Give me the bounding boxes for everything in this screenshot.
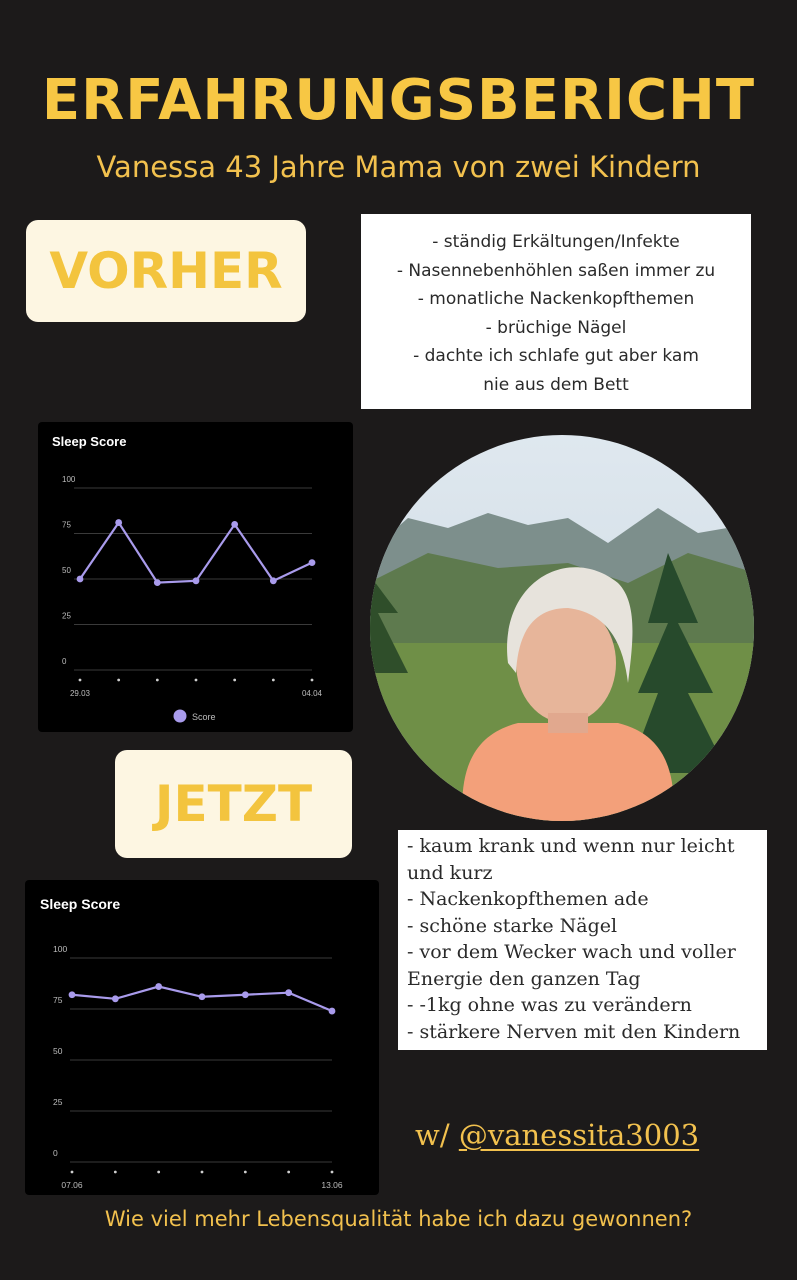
data-point [69,991,76,998]
x-tick-dot [272,679,275,682]
data-point [77,576,84,583]
y-tick-label: 75 [53,995,63,1005]
x-tick-dot [201,1171,204,1174]
data-point [193,577,200,584]
x-tick-label: 07.06 [61,1180,83,1190]
footer-question: Wie viel mehr Lebensqualität habe ich dazu gewonnen? [104,1207,693,1231]
sleep-score-chart-before [38,422,353,732]
y-tick-label: 0 [62,657,67,666]
x-tick-label: 29.03 [69,689,91,698]
after-item: - schöne starke Nägel [407,914,618,937]
y-tick-label: 50 [53,1046,63,1056]
before-item: - brüchige Nägel [485,317,627,338]
after-improvement-list [398,830,767,1050]
x-tick-dot [71,1171,74,1174]
x-tick-dot [287,1171,290,1174]
x-tick-label: 04.04 [301,689,323,698]
y-tick-label: 100 [62,475,76,484]
after-item: - Nackenkopfthemen ade [407,888,649,910]
y-tick-label: 100 [53,944,68,954]
data-point [285,989,292,996]
x-tick-dot [244,1171,247,1174]
instagram-credit [415,1118,699,1152]
series-line [80,523,312,583]
data-point [329,1008,336,1015]
after-item: - stärkere Nerven mit den Kindern [407,1020,741,1043]
legend-marker [174,710,187,723]
data-point [115,519,122,526]
before-symptom-list [361,214,751,409]
data-point [199,993,206,1000]
before-item: - Nasennebenhöhlen saßen immer zu [396,260,716,281]
y-tick-label: 0 [53,1148,58,1158]
before-item: nie aus dem Bett [483,374,629,395]
chart-title: Sleep Score [40,896,121,912]
y-tick-label: 25 [62,611,71,621]
x-tick-dot [311,679,314,682]
x-tick-label: 13.06 [321,1180,343,1190]
x-tick-dot [79,679,82,682]
x-tick-dot [157,1171,160,1174]
portrait-photo-image [368,433,756,823]
x-tick-dot [195,679,198,682]
x-tick-dot [331,1171,334,1174]
handle-prefix: w/ [415,1118,450,1152]
sleep-score-chart-after [25,880,379,1195]
after-label: JETZT [115,750,352,858]
data-point [309,559,316,566]
after-item: Energie den ganzen Tag [407,967,641,990]
portrait-photo [368,433,756,823]
before-label: VORHER [26,220,306,322]
before-item: - dachte ich schlafe gut aber kam [413,346,699,366]
before-item: - monatliche Nackenkopfthemen [417,289,695,309]
x-tick-dot [156,679,159,682]
sleep-score-chart-after-svg [25,880,379,1195]
chart-title: Sleep Score [52,434,127,449]
data-point [112,995,119,1002]
y-tick-label: 25 [53,1097,63,1107]
data-point [154,579,161,586]
instagram-handle-link[interactable]: @vanessita3003 [458,1118,700,1152]
x-tick-dot [233,679,236,682]
y-tick-label: 75 [62,520,71,530]
before-item: - ständig Erkältungen/Infekte [432,232,680,252]
y-tick-label: 50 [62,566,71,575]
page-title: ERFAHRUNGSBERICHT [41,68,756,133]
sleep-score-chart-before-svg [38,422,353,732]
after-item: und kurz [407,861,493,884]
x-tick-dot [114,1171,117,1174]
after-item: - -1kg ohne was zu verändern [407,994,692,1016]
after-item: - vor dem Wecker wach und voller [407,941,736,963]
page-subtitle: Vanessa 43 Jahre Mama von zwei Kindern [96,150,701,184]
data-point [270,577,277,584]
x-tick-dot [117,679,120,682]
data-point [242,991,249,998]
after-item: - kaum krank und wenn nur leicht [407,835,735,857]
legend-label: Score [192,712,216,722]
data-point [231,521,238,528]
data-point [155,983,162,990]
